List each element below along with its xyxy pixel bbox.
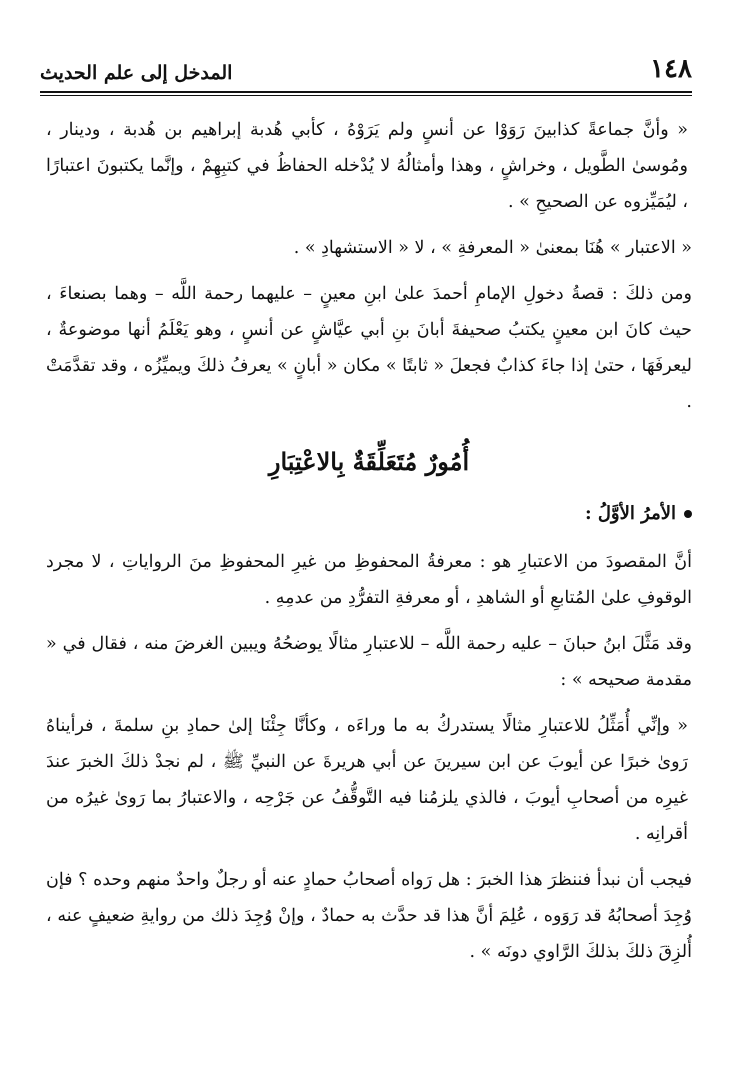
bullet-icon [684,510,692,518]
running-title: المدخل إلى علم الحديث [40,62,233,84]
page-body [46,112,692,980]
body-paragraph: أنَّ المقصودَ من الاعتبارِ هو : معرفةُ المحفوظِ من غيرِ المحفوظِ منَ الرواياتِ ، لا مجرد الوقوفِ علىٰ المُتابعِ أو الشاهدِ ، أو معرفةِ التفرُّدِ من عدمِهِ . [46,552,692,608]
header-rule-thin [40,95,692,96]
header-rule [40,91,692,93]
body-paragraph: « وأنَّ جماعةً كذابينَ رَوَوْا عن أنسٍ ولم يَرَوْهُ ، كأبي هُدبة إبراهيم بن هُدبة ، ودينار ، ومُوسىٰ الطَّويل ، وخراشٍ ، وهذا وأمثالُهُ لا يُدْخله الحفاظُ في كتبِهِمْ ، وإنَّما يكتبونَ اعتبارًا ، ليُمَيِّزوه عن الصحيحِ » . [46,120,688,212]
body-paragraph: فيجب أن نبدأ فننظرَ هذا الخبرَ : هل رَواه أصحابُ حمادٍ عنه أو رجلٌ واحدٌ منهم وحده ؟ فإن وُجِدَ أصحابُهُ قد رَوَوه ، عُلِمَ أنَّ هذا قد حدَّث به حمادٌ ، وإنْ وُجِدَ ذلك من روايةِ ضعيفٍ عنه ، أُلزِقَ ذلكَ بذلكَ الرَّاوي دونَه » . [46,870,692,962]
item-heading-text: الأمرُ الأوَّلُ : [584,503,676,524]
body-paragraph: « الاعتبار » هُنَا بمعنىٰ « المعرفةِ » ، لا « الاستشهادِ » . [293,238,692,258]
body-paragraph: وقد مَثَّلَ ابنُ حبانَ – عليه رحمة اللَّه – للاعتبارِ مثالًا يوضحُهُ ويبين الغرضَ منه ، فقال في « مقدمة صحيحه » : [46,634,692,690]
body-paragraph: ومن ذلكَ : قصةُ دخولِ الإمامِ أحمدَ علىٰ ابنِ معينٍ – عليهما رحمة اللَّه – وهما بصنعاءَ ، حيث كانَ ابن معينٍ يكتبُ صحيفةَ أبانَ بنِ أبي عيَّاشٍ عن أنسٍ ، وهو يَعْلَمُ أنها موضوعةٌ ، ليعرفَهَا ، حتىٰ إذا جاءَ كذابٌ فجعلَ « ثابتًا » مكان « أبانٍ » يعرفُ ذلكَ ويميِّزُه ، وقد تقدَّمَتْ . [46,284,692,412]
section-title: أُمُورٌ مُتَعَلِّقَةٌ بِالاعْتِبَارِ [268,447,470,476]
item-heading [46,496,692,532]
page-number: ١٤٨ [650,54,692,84]
body-paragraph: « وإنِّي أُمَثِّلُ للاعتبارِ مثالًا يستدركُ به ما وراءَه ، وكأنَّا جِئْنَا إلىٰ حمادِ بنِ سلمةَ ، فرأيناهُ رَوىٰ خبرًا عن أيوبَ عن ابن سيرينَ عن أبي هريرةَ عن النبيِّ ﷺ ، لم نجدْ ذلكَ الخبرَ عندَ غيرِه من أصحابِ أيوبَ ، فالذي يلزمُنا فيه التَّوقُّفُ عن جَرْحِه ، والاعتبارُ بما رَوىٰ غيرُه من أقرانِه . [46,716,688,844]
page-header [40,46,692,90]
